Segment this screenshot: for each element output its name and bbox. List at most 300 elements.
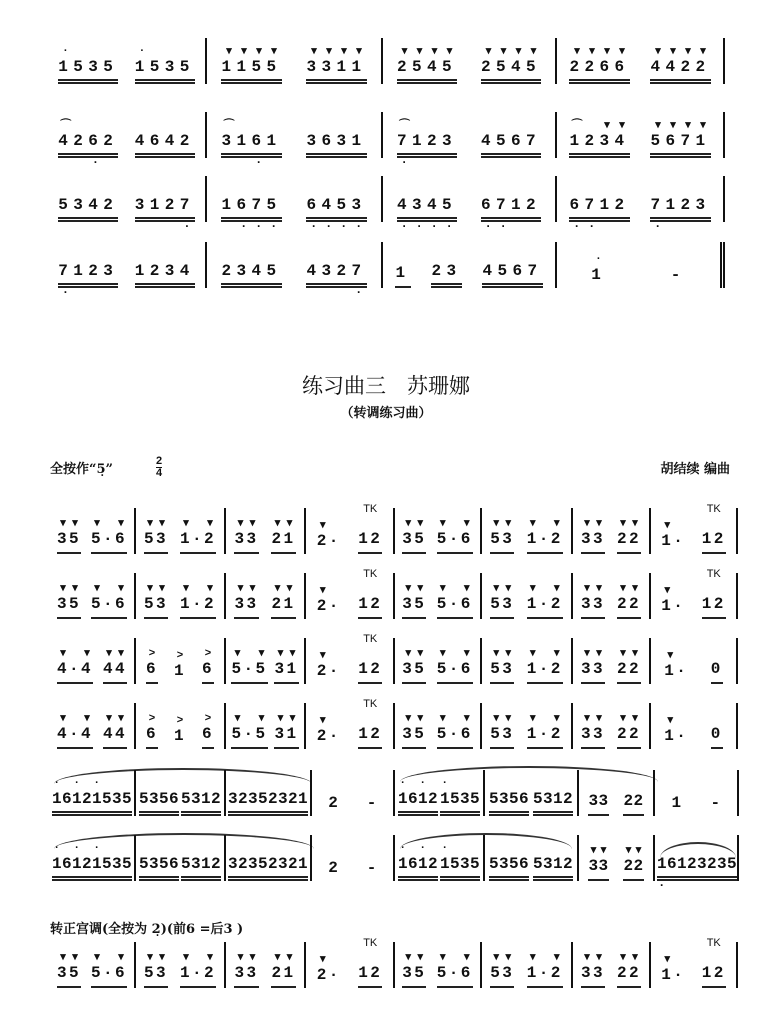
above-mark [599,183,614,196]
above-marks [527,951,563,964]
above-marks [617,517,641,530]
above-mark [159,842,169,855]
note-group [139,842,179,881]
above-marks [569,45,629,58]
above-mark: ▾ [632,517,638,529]
note-digits: 5·6 [436,530,473,548]
note-group [581,712,605,749]
note-group [367,781,377,816]
above-mark [165,183,180,196]
above-mark [449,712,461,725]
staff-row [48,176,725,233]
above-mark: > [176,714,184,726]
above-marks [58,183,118,196]
above-mark: ▾ [620,582,626,594]
above-mark [512,249,527,262]
above-marks [135,249,195,262]
staff-row [50,835,739,892]
above-mark [367,846,377,859]
note-digits: 2· [316,532,341,550]
below-marks [306,285,366,299]
above-mark [667,842,677,855]
above-mark [676,649,688,662]
above-mark [543,777,553,790]
above-mark [62,777,72,790]
above-mark [69,647,81,660]
note-digits: 12 [358,530,383,548]
measure [395,703,482,749]
note-digits: 1·2 [526,595,563,613]
measure [485,835,579,881]
note-digits: 5312 [532,855,573,873]
above-mark: ▾ [277,647,284,659]
below-mark [680,222,695,230]
note-digits: 22 [616,964,641,982]
above-mark: ▾ [319,649,326,661]
above-mark: ▾ [417,712,423,724]
above-mark [236,183,251,196]
above-mark [180,45,195,58]
measure [207,38,383,84]
below-marks [397,219,457,233]
note-group [358,568,383,619]
measure [655,770,739,816]
above-mark [102,777,112,790]
above-marks [490,647,514,660]
above-mark: ▾ [234,712,241,724]
above-mark: ▾ [84,647,90,659]
above-mark [450,842,460,855]
above-marks [271,951,295,964]
note-group [146,712,158,749]
articulation-tk: TK [363,568,378,580]
above-mark [449,647,461,660]
note-digits: 1535 [134,58,195,76]
above-mark [321,183,336,196]
above-marks [661,519,685,532]
note-group [588,779,608,816]
above-mark [351,249,366,262]
note-digits: 12 [358,660,383,678]
above-marks [306,249,366,262]
above-mark [328,846,338,859]
above-mark [584,183,599,196]
above-mark [150,119,165,132]
above-mark: ▾ [72,517,78,529]
above-mark: ▾ [319,584,326,596]
above-marks [617,647,641,660]
above-mark: ▾ [589,45,595,57]
measure [573,508,651,554]
above-marks [581,951,605,964]
above-mark: ▾ [632,647,638,659]
above-marks [57,951,81,964]
above-mark [103,45,118,58]
note-digits: 53 [490,725,515,743]
above-marks [657,842,697,855]
above-mark: ▾ [664,953,670,965]
note-group [710,781,720,816]
above-mark [427,119,442,132]
note-group [617,517,641,554]
above-marks [431,249,461,262]
note-group [397,45,457,84]
note-digits: 1234 [569,132,630,150]
above-mark: ▾ [505,951,511,963]
note-group [671,253,686,288]
note-digits: 35 [402,595,427,613]
note-digits: 6453 [306,196,367,214]
above-mark [511,183,526,196]
above-marks [268,842,308,855]
above-mark: ▾ [619,119,625,131]
above-marks [588,779,608,792]
above-marks [650,45,710,58]
above-marks [221,183,281,196]
above-mark [192,951,204,964]
above-mark [321,119,336,132]
note-group [490,951,514,988]
below-mark [321,288,336,296]
note-group [481,119,541,158]
above-marks [58,45,118,58]
measure [395,573,482,619]
above-marks [397,183,457,196]
note-group [221,183,282,233]
note-digits: 4·4 [56,660,93,678]
note-group [701,937,726,988]
above-marks [317,714,341,727]
note-digits: 3161 [221,132,282,150]
note-digits: 33 [588,792,609,810]
note-group [437,712,473,749]
above-mark [687,842,697,855]
above-mark [442,119,457,132]
above-marks [697,842,737,855]
above-marks [181,842,221,855]
above-mark: ▾ [60,647,66,659]
above-mark: ▾ [256,45,262,57]
above-marks [146,647,158,660]
above-mark: ▾ [237,582,244,594]
above-mark [442,183,457,196]
above-mark: ▾ [584,582,590,594]
note-digits: 1 [591,266,607,284]
note-digits: 33 [580,725,605,743]
above-mark: ▾ [319,519,326,531]
note-digits: 1535 [92,855,133,873]
note-digits: 1675 [221,196,282,214]
staff-row [48,112,725,169]
above-marks [271,517,295,530]
above-mark [351,119,366,132]
articulation-tk: TK [706,568,721,580]
note-group [317,584,341,619]
measure [482,508,573,554]
note-group [174,714,186,749]
above-mark [519,777,529,790]
above-mark [408,777,418,790]
below-mark: · [486,219,491,233]
above-mark [569,183,584,196]
above-mark [336,119,351,132]
above-mark: ▾ [505,712,511,724]
above-marks [181,777,221,790]
above-mark: ▾ [159,951,165,963]
note-digits: 22 [623,792,644,810]
above-marks [710,781,720,794]
above-mark: ▾ [84,712,90,724]
above-mark [192,582,204,595]
above-mark [489,842,499,855]
above-mark [428,842,438,855]
note-digits: 1·2 [179,964,216,982]
above-mark: ▾ [655,45,661,57]
note-group [52,842,92,881]
above-marks [623,779,643,792]
above-marks [58,119,118,132]
above-mark [671,253,686,266]
above-mark: ▾ [401,45,408,57]
above-mark [306,183,321,196]
above-mark: ▾ [417,951,423,963]
measure [557,242,725,288]
above-mark: ▾ [553,517,560,529]
note-digits: 3235 [697,855,738,873]
below-mark: · [660,878,664,892]
note-group [527,647,563,684]
above-marks [617,582,641,595]
above-mark: ⌒ [571,119,583,131]
above-marks [395,251,410,264]
note-group [274,712,298,749]
above-marks [135,119,195,132]
note-group [490,517,514,554]
above-mark: ▾ [341,45,347,57]
above-mark: ▾ [237,951,244,963]
above-mark: ▾ [207,582,213,594]
above-mark: · [421,842,425,854]
above-mark [449,951,461,964]
above-marks [306,183,366,196]
above-mark [135,119,150,132]
above-mark: ▾ [463,647,470,659]
note-digits: 35 [56,964,81,982]
note-group [180,951,216,988]
measure [485,770,579,816]
below-mark: · [326,219,331,233]
above-mark [181,842,191,855]
above-mark [103,582,115,595]
above-mark: ▾ [574,45,580,57]
note-digits: - [366,794,377,812]
above-mark: ▾ [529,517,536,529]
above-mark: ▾ [405,517,411,529]
above-mark [539,582,551,595]
above-mark: ▾ [463,517,470,529]
above-mark: ▾ [60,951,66,963]
above-marks [103,647,127,660]
above-mark [329,714,341,727]
note-digits: 2· [316,727,341,745]
above-mark [707,842,717,855]
note-digits: 21 [271,530,296,548]
note-group [221,119,282,169]
staff-row [48,38,725,84]
below-mark [526,222,541,230]
above-marks [92,777,132,790]
note-digits: 2321 [268,790,309,808]
note-group [271,582,295,619]
note-digits: 33 [588,857,609,875]
above-mark [73,119,88,132]
note-group [271,517,295,554]
above-mark: · [63,45,68,57]
above-mark: · [401,777,405,789]
above-mark: ▾ [596,582,602,594]
above-mark [329,584,341,597]
note-group [617,712,641,749]
note-digits: 1·2 [526,725,563,743]
above-marks [581,712,605,725]
measure [226,942,306,988]
above-mark [88,119,103,132]
below-mark [165,222,180,230]
above-mark: ▾ [72,951,78,963]
note-group [402,951,426,988]
articulation-tk: TK [706,937,721,949]
above-mark: ▾ [667,714,673,726]
note-group [146,647,158,684]
above-mark [201,777,211,790]
above-mark: · [140,45,145,57]
above-mark: ▾ [319,714,326,726]
note-digits: 4422 [650,58,711,76]
note-group [661,953,685,988]
above-marks [617,951,641,964]
above-mark: ▾ [60,517,66,529]
above-mark [165,249,180,262]
above-mark [497,249,512,262]
above-mark: ▾ [664,519,670,531]
below-mark [442,158,457,166]
above-mark [431,249,446,262]
note-digits: 33 [580,660,605,678]
above-mark [288,777,298,790]
note-group [231,712,267,749]
above-mark [103,517,115,530]
below-mark: · [185,219,190,233]
above-mark: ▾ [515,45,522,57]
above-mark [150,183,165,196]
note-digits: 12 [358,725,383,743]
note-group [202,647,214,684]
above-mark [62,842,72,855]
below-mark: · [341,219,346,233]
note-group [92,842,132,881]
note-digits: 7123 [58,262,119,280]
above-mark [181,777,191,790]
below-mark: · [241,219,246,233]
note-digits: 1535 [439,790,480,808]
above-marks [527,712,563,725]
above-mark [553,842,563,855]
above-mark [460,842,470,855]
above-mark [428,777,438,790]
measure [226,770,312,816]
note-group [306,45,366,84]
above-mark: ▾ [106,712,112,724]
above-mark: ▾ [326,45,332,57]
note-digits: 35 [402,725,427,743]
note-group [57,712,93,749]
above-mark: ▾ [620,951,626,963]
above-mark: ▾ [417,582,423,594]
measure [226,703,306,749]
note-digits: 5·6 [436,595,473,613]
measure [651,703,738,749]
note-group [234,951,258,988]
note-digits: 5312 [180,790,221,808]
note-digits: 1· [661,966,686,984]
note-group [317,953,341,988]
above-marks [581,517,605,530]
modulation-instruction: 转正宫调(全按为 2̣)(前6 =后3 ) [50,922,244,937]
note-digits: 4·4 [56,725,93,743]
note-group [402,712,426,749]
note-group [396,119,457,169]
above-mark: ▾ [289,712,296,724]
above-marks [146,712,158,725]
below-mark [511,222,526,230]
note-group [58,183,118,222]
note-digits: 5·5 [231,660,268,678]
note-digits: 0 [710,660,723,678]
above-mark: ▾ [620,647,626,659]
above-mark [278,777,288,790]
note-group [482,249,542,288]
above-marks [671,253,686,266]
above-mark [695,183,710,196]
above-mark [588,779,598,792]
above-marks [174,714,186,727]
above-marks [202,712,214,725]
below-mark [336,288,351,296]
above-mark: ▾ [405,582,411,594]
above-mark: ▾ [183,582,189,594]
below-mark [677,881,687,889]
above-mark: ▾ [94,517,100,529]
above-mark [58,249,73,262]
above-mark: ⌒ [398,119,410,131]
above-mark [671,781,681,794]
above-mark: ▾ [584,517,590,529]
note-digits: 1 [395,264,411,282]
above-mark [539,647,551,660]
above-mark: ⌒ [60,119,72,131]
above-mark: ▾ [60,582,66,594]
above-mark [73,249,88,262]
note-group [135,45,195,84]
measure [395,835,485,881]
above-mark: ▾ [416,45,423,57]
below-marks [221,155,281,169]
note-group [395,251,410,288]
above-marks [234,517,258,530]
above-mark: ▾ [241,45,247,57]
note-digits: 53 [143,964,168,982]
note-digits: 22 [616,530,641,548]
